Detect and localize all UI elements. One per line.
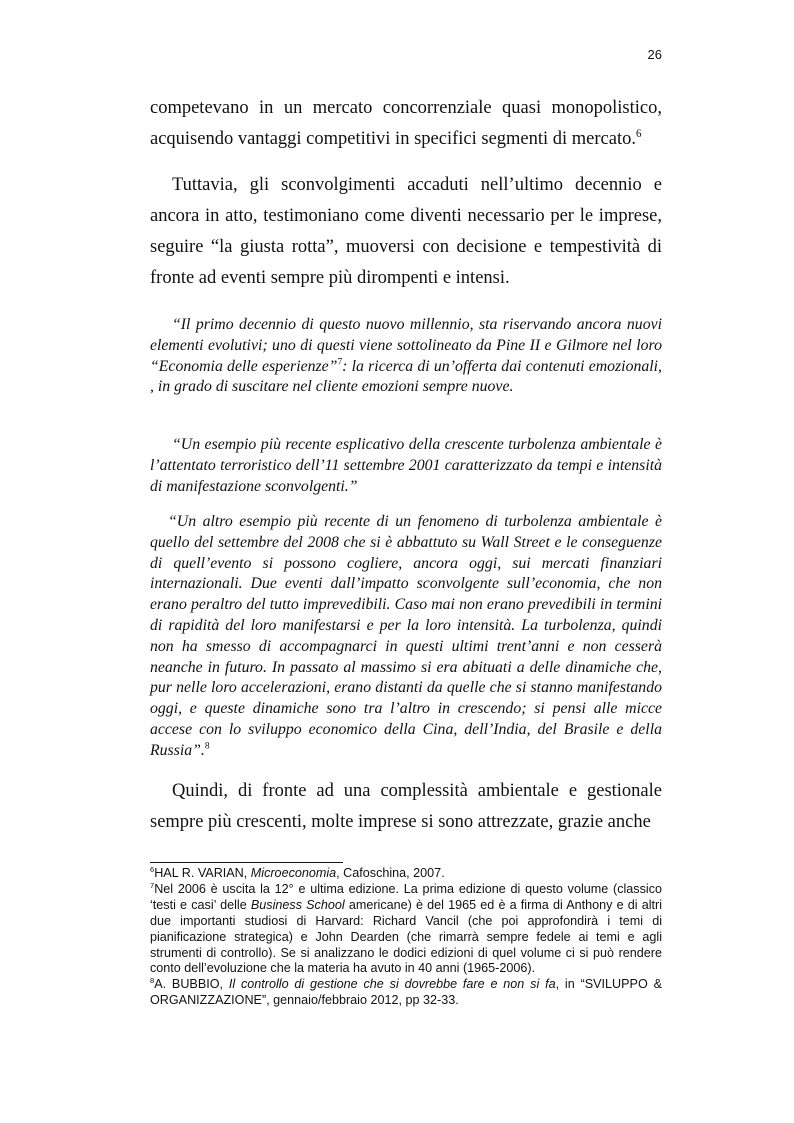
quote-2: “Un esempio più recente esplicativo della crescente turbolenza ambientale è l’attentato terroristico dell’11 settembre 2001 caratterizzato da tempi e intensità di manifestazione sconvolgenti.” <box>150 436 662 495</box>
footnote-7 <box>150 882 662 977</box>
footnote-7-number: 7 <box>150 880 155 890</box>
footnote-6-post: , Cafoschina, 2007. <box>336 866 445 880</box>
footnote-8-title: Il controllo di gestione che si dovrebbe fare e non si fa <box>228 977 556 992</box>
footnote-6-number: 6 <box>150 864 155 874</box>
page-number: 26 <box>647 47 662 62</box>
footnote-6 <box>150 866 662 882</box>
quote-3 <box>150 512 662 762</box>
footnote-8-pre: A. BUBBIO, <box>154 977 229 992</box>
footnote-8-post: , in “SVILUPPO & ORGANIZZAZIONE”, gennaio/febbraio 2012, pp 32-33. <box>150 977 662 1008</box>
footnote-ref-8: 8 <box>204 741 210 752</box>
quote-1-text-b: : la ricerca di un’offerta dai contenuti emozionali, , in grado di suscitare nel cliente emozioni sempre nuove. <box>150 357 662 396</box>
footnote-divider <box>150 862 343 863</box>
footnote-6-pre: HAL R. VARIAN, <box>154 866 251 880</box>
quote-3-text: “Un altro esempio più recente di un fenomeno di turbolenza ambientale è quello del settembre del 2008 che si è abbattuto su Wall Street e le conseguenze di quell’evento si possono cogliere, ancora oggi, sui mercati finanziari internazionali. Due eventi dall’impatto sconvolgente sull’economia, che non erano peraltro del tutto imprevedibili. Caso mai non erano prevedibili in termini di rapidità del loro manifestarsi e per la loro intensità. La turbolenza, quindi non ha smesso di accompagnarci in questi ultimi trent’anni e non cesserà neanche in futuro. In passato al massimo si era abituati a delle dinamiche che, pur nelle loro accelerazioni, erano distanti da quelle che si stanno manifestando oggi, e queste dinamiche sono tra l’altro in crescendo; si pensi alle micce accese con lo sviluppo economico della Cina, dell’India, del Brasile e della Russia”. <box>150 513 662 759</box>
footnote-7-post: americane) è del 1965 ed è a firma di Anthony e di altri due importanti studiosi di Harvard: Richard Vancil (che poi approfondirà i temi di pianificazione strategica) e John Dearden (che rimarrà sempre fedele ai temi e agli strumenti di controllo). Se si analizzano le dodici edizioni di quel volume ci si può rendere conto dell’evoluzione che la materia ha avuto in 40 anni (1965-2006). <box>150 897 663 976</box>
quote-1 <box>150 315 662 398</box>
footnote-7-pre: Nel 2006 è uscita la 12° e ultima edizione. La prima edizione di questo volume (classico ‘testi e casi’ delle <box>150 881 662 912</box>
paragraph-1-text: competevano in un mercato concorrenziale quasi monopolistico, acquisendo vantaggi competitivi in specifici segmenti di mercato. <box>150 98 662 149</box>
footnote-7-title: Business School <box>250 897 345 912</box>
footnote-8-number: 8 <box>150 976 155 986</box>
footnote-ref-7: 7 <box>337 357 343 368</box>
footnote-ref-6: 6 <box>636 127 642 140</box>
paragraph-2: Tuttavia, gli sconvolgimenti accaduti nell’ultimo decennio e ancora in atto, testimoniano come diventi necessario per le imprese, seguire “la giusta rotta”, muoversi con decisione e tempestività di fronte ad eventi sempre più dirompenti e intensi. <box>150 175 662 288</box>
footnote-8 <box>150 977 662 1009</box>
footnotes <box>150 866 662 1009</box>
quote-1-text-a: “Il primo decennio di questo nuovo millennio, sta riservando ancora nuovi elementi evolutivi; uno di questi viene sottolineato da Pine II e Gilmore nel loro “Economia delle esperienze” <box>150 316 662 375</box>
paragraph-1 <box>150 93 662 155</box>
footnote-6-title: Microeconomia <box>250 866 337 880</box>
paragraph-3: Quindi, di fronte ad una complessità ambientale e gestionale sempre più crescenti, molte imprese si sono attrezzate, grazie anche <box>150 781 662 832</box>
